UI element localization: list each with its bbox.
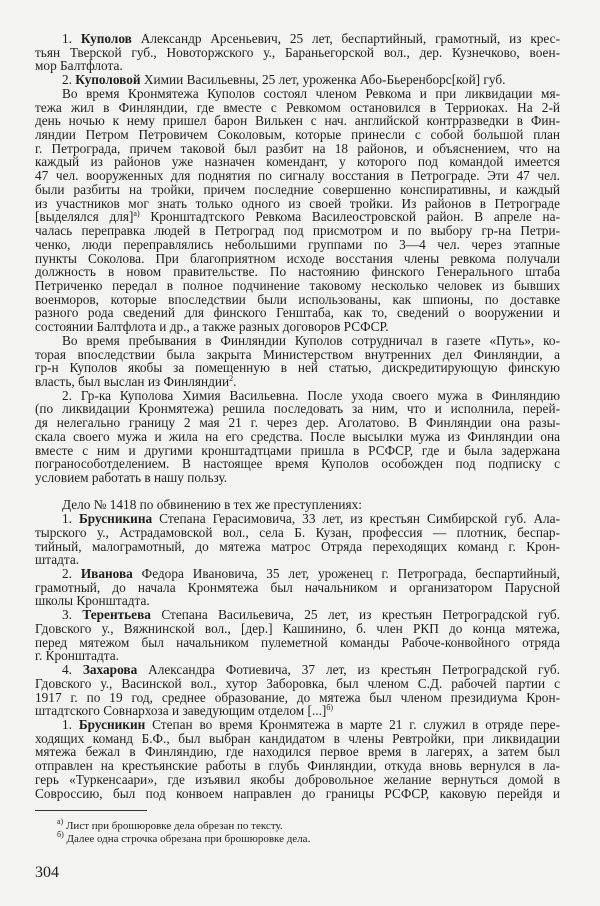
text-line: состоянии Балтфлота и др., а также разных договоров РСФСР.: [35, 319, 389, 335]
text-segment: Степан во время Кронмятежа в марте 21 г. служил в отряде пере-: [145, 716, 561, 732]
text-line: ходящих команд Б.Ф., был выбран кандидатом в члены Ревтройки, при ликвидации: [35, 730, 560, 746]
text-line: [35, 608, 560, 622]
text-line: [35, 210, 560, 224]
text-line: Дело № 1418 по обвинению в тех же преступлениях:: [62, 497, 362, 513]
text-segment: .: [233, 373, 237, 389]
text-line: тырского у., Астрадамовской вол., села Б. Кузан, профессия — плотник, беспар-: [35, 524, 560, 540]
document-body: [35, 32, 560, 800]
paragraph: [35, 498, 560, 512]
text-line: ляндии Петром Петровичем Соколовым, которые принесли с собой большой план: [35, 127, 560, 143]
text-line: Гдовского у., Васинской вол., хутор Заборовка, был членом С.Д. рабочей партии с: [35, 675, 560, 691]
text-line: герь «Туркенсаари», где изъявил якобы добровольное желание вернуться домой в: [35, 771, 560, 787]
text-line: скала своего мужа и жила на его средства. После высылки мужа из Финляндии она: [35, 428, 560, 444]
text-line: г. Петрограда, причем таковой был разбит на 18 районов, и объяснением, что на: [35, 140, 560, 156]
text-line: должность в новом правительстве. По настоянию финского Генерального штаба: [35, 264, 560, 280]
text-line: Гдовского у., Вяжнинской вол., [дер.] Кашинино, б. член РКП до конца мятежа,: [35, 620, 560, 636]
paragraph: [35, 32, 560, 73]
text-segment: штадтского Совнархоза и заведующим отделом [...]: [35, 703, 327, 719]
text-line: (по ликвидации Кронмятежа) решила последовать за ним, что и исполнила, перей-: [35, 401, 560, 417]
person-name: Терентьева: [82, 607, 151, 623]
text-line: военморов, которые впоследствии были использованы, как шпионы, по доставке: [35, 291, 560, 307]
text-line: грамотный, до начала Кронмятежа был начальником и организатором Парусной: [35, 579, 560, 595]
footnote-divider: [35, 810, 147, 811]
footnote-mark: а): [57, 817, 64, 826]
text-segment: Федора Ивановича, 35 лет, уроженец г. Петрограда, беспартийный,: [132, 566, 561, 582]
text-line: [35, 512, 560, 526]
text-segment: Кронштадтского Ревкома Василеостровской район. В апреле на-: [139, 209, 560, 225]
text-line: г. Кронштадта.: [35, 648, 119, 664]
text-line: [35, 32, 560, 46]
person-name: Захарова: [82, 662, 138, 678]
text-segment: 4.: [62, 662, 83, 678]
text-line: тежа жил в Финляндии, где вместе с Ревкомом остановился в Терриоках. На 2-й: [35, 99, 560, 115]
footnote-text: Лист при брошюровке дела обрезан по тексту.: [65, 820, 283, 832]
footnote: [35, 817, 560, 833]
text-line: вместе с ним и другими кронштадтцами пришла в РСФСР, где и была задержана: [35, 442, 560, 458]
text-line: были разбиты на тройки, причем последние совершенно конспиративны, и каждый: [35, 181, 560, 197]
text-segment: 1.: [62, 716, 79, 732]
paragraph: [35, 718, 560, 800]
person-name: Брусникин: [78, 716, 146, 732]
text-line: 47 чел. вооруженных для поднятия по сигналу восстания в Петрограде. Эти 47 чел.: [35, 168, 560, 184]
paragraph: [35, 389, 560, 485]
text-line: гр-н Куполов якобы за помещенную в ней статью, дискредитирующую финскую: [35, 360, 560, 376]
text-segment: [выделялся для]: [35, 209, 134, 225]
text-line: ченко, люди переправлялись небольшими группами по 3—4 чел. через этапные: [35, 236, 560, 252]
page-number: 304: [35, 864, 59, 881]
footnote: [35, 829, 560, 846]
text-segment: 1.: [62, 31, 81, 46]
text-segment: Александр Арсеньевич, 25 лет, беспартийный, грамотный, из крес-: [131, 31, 560, 46]
text-line: [35, 663, 560, 677]
paragraph: [35, 87, 560, 334]
text-line: мор Балтфлота.: [35, 58, 123, 74]
paragraph: [35, 567, 560, 608]
text-line: штадта.: [35, 552, 80, 568]
text-line: [35, 375, 560, 389]
text-line: чалась переправка людей в Петроград под присмотром и по выбору гр-на Петри-: [35, 223, 560, 239]
text-line: [35, 73, 560, 87]
text-segment: Степана Герасимовича, 33 лет, из крестьян Симбирской губ. Ала-: [152, 511, 561, 527]
text-line: день ночью к нему пришел барон Вилькен с нач. английской контрразведки в Фин-: [35, 113, 560, 129]
text-segment: 2.: [62, 566, 81, 582]
text-line: школы Кронштадта.: [35, 593, 150, 609]
text-segment: Александра Фотиевича, 37 лет, из крестьян Петроградской губ.: [137, 662, 561, 678]
footnote-text: Далее одна строчка обрезана при брошюровке дела.: [66, 832, 311, 845]
footnote-mark: б): [57, 829, 64, 839]
text-segment: 1.: [62, 511, 80, 527]
text-line: [35, 704, 560, 718]
text-line: Во время пребывания в Финляндии Куполов сотрудничал в газете «Путь», ко-: [62, 332, 560, 348]
text-line: перед мятежом был начальником пулеметной команды Рабоче-конвойного отряда: [35, 634, 560, 650]
person-name: Брусникина: [79, 511, 153, 527]
text-line: условием работать в нашу пользу.: [35, 470, 228, 485]
footnote-reference: б): [326, 703, 334, 713]
text-segment: 2.: [62, 72, 76, 88]
text-line: [35, 567, 560, 581]
text-segment: Химии Васильевны, 25 лет, уроженка Або-Бьеренборс[кой] губ.: [140, 72, 506, 88]
text-line: отправлен на крестьянские работы в глубь Финляндии, откуда вновь вернулся в ла-: [35, 758, 560, 774]
text-line: тийный, малограмотный, до мятежа матрос Отряда переходящих команд г. Крон-: [35, 538, 560, 554]
text-line: мятежа бежал в Финляндию, где находился первое время в лагерях, а затем был: [35, 744, 560, 760]
person-name: Куполовой: [75, 72, 141, 88]
footnote-reference: а): [133, 209, 140, 219]
text-line: 2. Гр-ка Куполова Химия Васильевна. После ухода своего мужа в Финляндию: [62, 387, 560, 403]
text-line: Совроссию, был под конвоем направлен до границы РСФСР, каковую перейдя и: [35, 785, 560, 801]
text-segment: власть, был выслан из Финляндии: [35, 373, 230, 389]
text-line: из участников мог знать только одного из своей тройки. Из районов в Петрограде: [35, 195, 560, 211]
text-line: тьян Тверской губ., Новоторжского у., Бараньегорской вол., дер. Кузнечково, воен-: [35, 44, 560, 60]
text-line: [35, 718, 560, 732]
footnotes: [35, 817, 560, 845]
text-line: торая впоследствии была закрыта Министерством внутренних дел Финляндии, а: [35, 346, 560, 362]
text-line: Петриченко передал в полное подчинение таковому несколько человек из бывших: [35, 277, 560, 293]
paragraph: [35, 512, 560, 567]
text-line: разного рода сведений для финского Генштаба, как то, сведений о вооружении и: [35, 305, 560, 321]
text-line: 1917 г. по 19 год, среднее образование, до мятежа был членом президиума Крон-: [35, 689, 560, 705]
paragraph: [35, 73, 560, 87]
text-line: пункты Соколова. При благоприятном исходе восстания члены ревкома получали: [35, 250, 560, 266]
paragraph: [35, 663, 560, 718]
person-name: Куполов: [80, 31, 132, 46]
person-name: Иванова: [80, 566, 133, 582]
text-segment: Степана Васильевича, 25 лет, из крестьян Петроградской губ.: [150, 607, 561, 623]
paragraph: [35, 608, 560, 663]
text-line: погранособотделением. В настоящее время Куполов особожден под подписку с: [35, 456, 560, 472]
text-line: дя нелегально границу 2 мая 21 г. через дер. Аголатово. В Финляндии она разы-: [35, 415, 560, 431]
paragraph: [35, 334, 560, 389]
text-line: каждый из районов уже назначен комендант, у которого под командой имеется: [35, 154, 560, 170]
text-segment: 3.: [62, 607, 83, 623]
text-line: Во время Кронмятежа Куполов состоял членом Ревкома и при ликвидации мя-: [62, 85, 560, 101]
footnote-reference: 2: [229, 373, 234, 383]
